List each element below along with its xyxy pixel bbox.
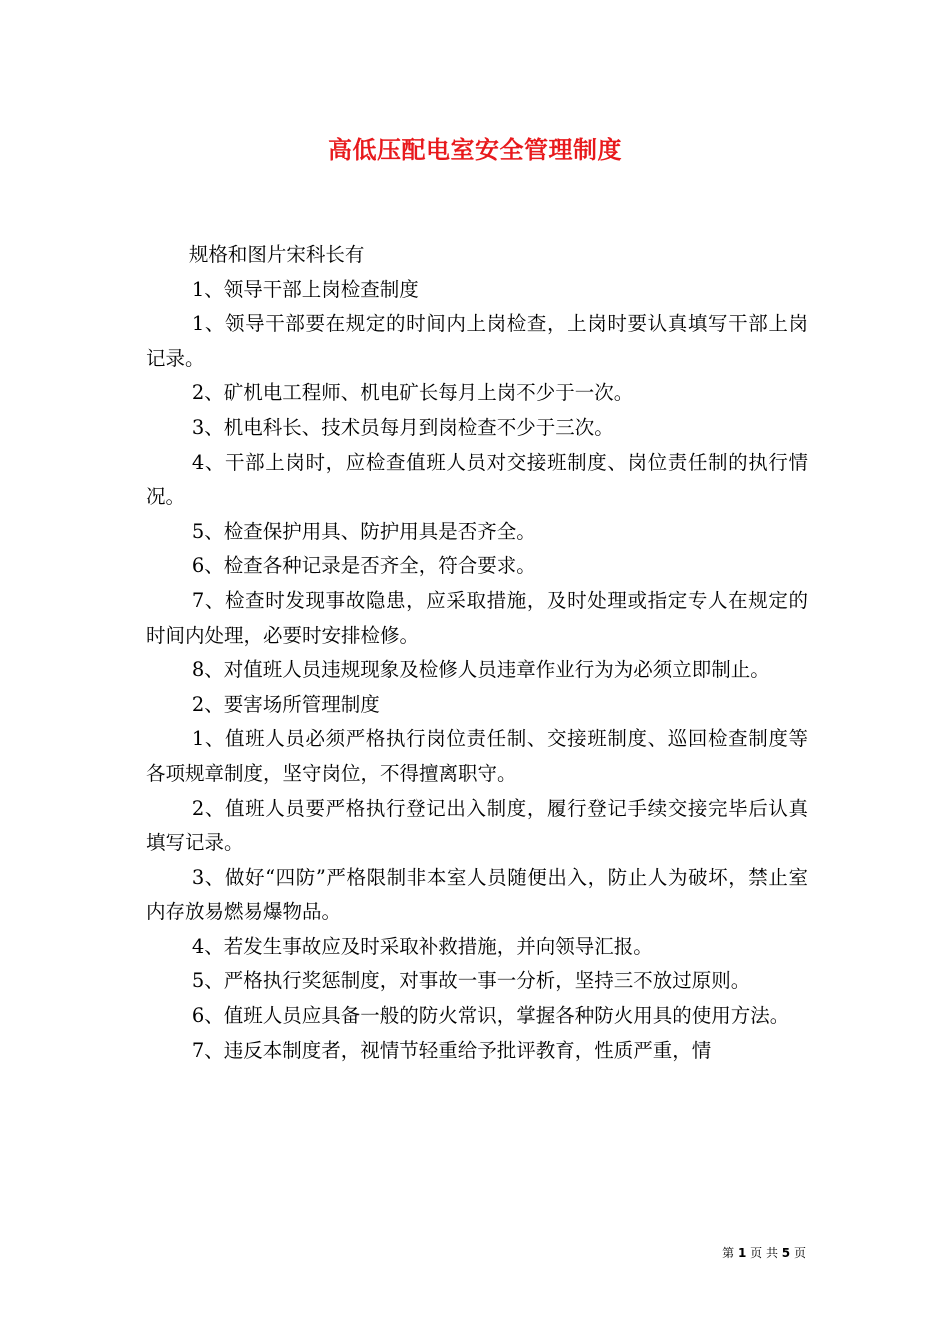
paragraph: 1、领导干部要在规定的时间内上岗检查，上岗时要认真填写干部上岗记录。 <box>146 312 808 370</box>
document-title: 高低压配电室安全管理制度 <box>328 135 622 164</box>
paragraph-note: 规格和图片宋科长有 <box>188 243 365 266</box>
current-page-number: 1 <box>737 1246 747 1260</box>
paragraph: 2、矿机电工程师、机电矿长每月上岗不少于一次。 <box>191 381 634 405</box>
paragraph: 4、干部上岗时，应检查值班人员对交接班制度、岗位责任制的执行情况。 <box>146 450 808 509</box>
footer-middle: 页 共 <box>750 1246 778 1260</box>
total-page-count: 5 <box>781 1246 791 1260</box>
paragraph: 5、检查保护用具、防护用具是否齐全。 <box>191 519 536 543</box>
paragraph: 1、值班人员必须严格执行岗位责任制、交接班制度、巡回检查制度等各项规章制度，坚守岗位，不得擅离职守。 <box>146 727 808 785</box>
paragraph: 6、检查各种记录是否齐全，符合要求。 <box>191 554 536 578</box>
paragraph: 3、机电科长、技术员每月到岗检查不少于三次。 <box>191 415 614 439</box>
footer-prefix: 第 <box>722 1246 735 1260</box>
paragraph: 2、值班人员要严格执行登记出入制度，履行登记手续交接完毕后认真填写记录。 <box>146 796 808 855</box>
paragraph: 5、严格执行奖惩制度，对事故一事一分析，坚持三不放过原则。 <box>191 969 751 993</box>
section-heading-1: 1、领导干部上岗检查制度 <box>191 277 419 301</box>
footer-suffix: 页 <box>793 1246 806 1260</box>
paragraph: 4、若发生事故应及时采取补救措施，并向领导汇报。 <box>191 934 653 958</box>
section-heading-2: 2、要害场所管理制度 <box>191 692 380 716</box>
paragraph: 8、对值班人员违规现象及检修人员违章作业行为为必须立即制止。 <box>191 658 770 682</box>
paragraph: 7、违反本制度者，视情节轻重给予批评教育，性质严重，情 <box>191 1038 712 1062</box>
paragraph: 3、做好“四防”严格限制非本室人员随便出入，防止人为破坏，禁止室内存放易燃易爆物品。 <box>146 865 808 924</box>
paragraph: 6、值班人员应具备一般的防火常识，掌握各种防火用具的使用方法。 <box>191 1004 790 1028</box>
document-body <box>146 238 808 1068</box>
page-number-footer <box>722 1245 806 1261</box>
paragraph: 7、检查时发现事故隐患，应采取措施，及时处理或指定专人在规定的时间内处理，必要时安排检修。 <box>146 588 808 647</box>
